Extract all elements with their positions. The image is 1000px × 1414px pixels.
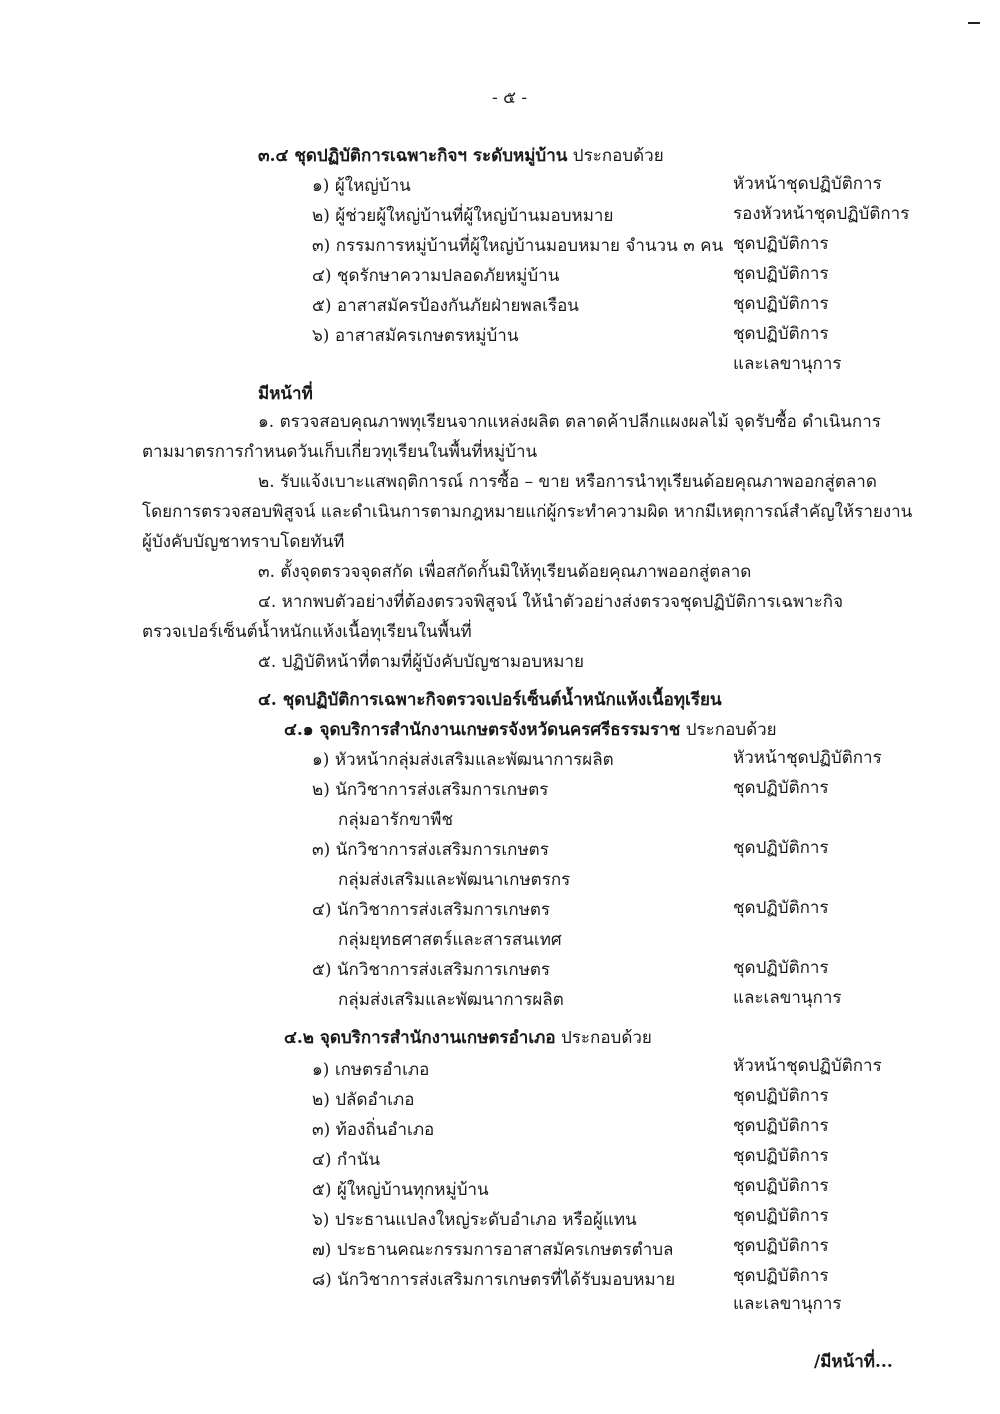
duty-line: ตรวจเปอร์เซ็นต์น้ำหนักแห้งเนื้อทุเรียนในพื้นที่ <box>142 622 472 642</box>
s42-member-role: ชุดปฏิบัติการ <box>733 1266 829 1286</box>
s42-member-name: ๓) ท้องถิ่นอำเภอ <box>312 1120 435 1140</box>
duty-line: ๒. รับแจ้งเบาะแสพฤติการณ์ การซื้อ – ขาย หรือการนำทุเรียนด้อยคุณภาพออกสู่ตลาด <box>258 472 877 492</box>
section-4-1-title: ๔.๑ จุดบริการสำนักงานเกษตรจังหวัดนครศรีธรรมราช <box>284 720 681 740</box>
s41-member-role-extra: และเลขานุการ <box>733 988 842 1008</box>
s34-member-role: ชุดปฏิบัติการ <box>733 324 829 344</box>
s42-member-name: ๔) กำนัน <box>312 1150 380 1170</box>
section-4-2-tail: ประกอบด้วย <box>555 1028 652 1048</box>
s42-role-extra: และเลขานุการ <box>733 1294 842 1314</box>
duties-heading: มีหน้าที่ <box>258 384 313 404</box>
s34-member-name: ๒) ผู้ช่วยผู้ใหญ่บ้านที่ผู้ใหญ่บ้านมอบหมาย <box>312 206 614 226</box>
s34-member-name: ๕) อาสาสมัครป้องกันภัยฝ่ายพลเรือน <box>312 296 579 316</box>
s42-member-role: ชุดปฏิบัติการ <box>733 1086 829 1106</box>
section-4-1-heading <box>284 720 777 740</box>
section-4-1-tail: ประกอบด้วย <box>680 720 777 740</box>
section-3-4-heading <box>258 146 664 166</box>
s41-member-role: ชุดปฏิบัติการ <box>733 958 829 978</box>
s34-member-name: ๔) ชุดรักษาความปลอดภัยหมู่บ้าน <box>312 266 560 286</box>
page-number: - ๕ - <box>492 88 528 108</box>
s34-role-extra: และเลขานุการ <box>733 354 842 374</box>
s34-member-role: ชุดปฏิบัติการ <box>733 234 829 254</box>
duty-line: ๓. ตั้งจุดตรวจจุดสกัด เพื่อสกัดกั้นมิให้ทุเรียนด้อยคุณภาพออกสู่ตลาด <box>258 562 752 582</box>
duty-line: ผู้บังคับบัญชาทราบโดยทันที <box>142 532 345 552</box>
s41-member-role: ชุดปฏิบัติการ <box>733 778 829 798</box>
s34-member-role: ชุดปฏิบัติการ <box>733 294 829 314</box>
s41-member-sub: กลุ่มอารักขาพืช <box>338 810 454 830</box>
section-4-2-title: ๔.๒ จุดบริการสำนักงานเกษตรอำเภอ <box>284 1028 556 1048</box>
s34-member-name: ๖) อาสาสมัครเกษตรหมู่บ้าน <box>312 326 519 346</box>
s41-member-role: ชุดปฏิบัติการ <box>733 838 829 858</box>
continuation-note: /มีหน้าที่... <box>814 1352 893 1372</box>
s41-member-name: ๓) นักวิชาการส่งเสริมการเกษตร <box>312 840 549 860</box>
s34-member-name: ๑) ผู้ใหญ่บ้าน <box>312 176 411 196</box>
s42-member-name: ๒) ปลัดอำเภอ <box>312 1090 415 1110</box>
s41-member-role: หัวหน้าชุดปฏิบัติการ <box>733 748 882 768</box>
s41-member-name: ๔) นักวิชาการส่งเสริมการเกษตร <box>312 900 551 920</box>
s41-member-sub: กลุ่มยุทธศาสตร์และสารสนเทศ <box>338 930 562 950</box>
duty-line: โดยการตรวจสอบพิสูจน์ และดำเนินการตามกฎหมายแก่ผู้กระทำความผิด หากมีเหตุการณ์สำคัญให้รายงาน <box>142 502 913 522</box>
s42-member-role: ชุดปฏิบัติการ <box>733 1116 829 1136</box>
section-3-4-title: ๓.๔ ชุดปฏิบัติการเฉพาะกิจฯ ระดับหมู่บ้าน <box>258 146 568 166</box>
s34-member-role: ชุดปฏิบัติการ <box>733 264 829 284</box>
s41-member-sub: กลุ่มส่งเสริมและพัฒนาการผลิต <box>338 990 564 1010</box>
s41-member-name: ๒) นักวิชาการส่งเสริมการเกษตร <box>312 780 549 800</box>
s41-member-name: ๑) หัวหน้ากลุ่มส่งเสริมและพัฒนาการผลิต <box>312 750 614 770</box>
s34-member-role: รองหัวหน้าชุดปฏิบัติการ <box>733 204 910 224</box>
s42-member-name: ๗) ประธานคณะกรรมการอาสาสมัครเกษตรตำบล <box>312 1240 674 1260</box>
scan-mark <box>968 22 980 24</box>
s42-member-role: ชุดปฏิบัติการ <box>733 1176 829 1196</box>
section-4-2-heading <box>284 1028 652 1048</box>
s42-member-role: ชุดปฏิบัติการ <box>733 1206 829 1226</box>
s42-member-role: ชุดปฏิบัติการ <box>733 1146 829 1166</box>
s42-member-name: ๕) ผู้ใหญ่บ้านทุกหมู่บ้าน <box>312 1180 489 1200</box>
duty-line: ๑. ตรวจสอบคุณภาพทุเรียนจากแหล่งผลิต ตลาดค้าปลีกแผงผลไม้ จุดรับซื้อ ดำเนินการ <box>258 412 881 432</box>
s34-member-role: หัวหน้าชุดปฏิบัติการ <box>733 174 882 194</box>
s42-member-name: ๑) เกษตรอำเภอ <box>312 1060 430 1080</box>
section-3-4-tail: ประกอบด้วย <box>567 146 664 166</box>
s41-member-role: ชุดปฏิบัติการ <box>733 898 829 918</box>
duty-line: ๔. หากพบตัวอย่างที่ต้องตรวจพิสูจน์ ให้นำตัวอย่างส่งตรวจชุดปฏิบัติการเฉพาะกิจ <box>258 592 844 612</box>
s42-member-role: หัวหน้าชุดปฏิบัติการ <box>733 1056 882 1076</box>
s41-member-name: ๕) นักวิชาการส่งเสริมการเกษตร <box>312 960 551 980</box>
s42-member-name: ๖) ประธานแปลงใหญ่ระดับอำเภอ หรือผู้แทน <box>312 1210 637 1230</box>
duty-line: ๕. ปฏิบัติหน้าที่ตามที่ผู้บังคับบัญชามอบหมาย <box>258 652 584 672</box>
s34-member-name: ๓) กรรมการหมู่บ้านที่ผู้ใหญ่บ้านมอบหมาย จำนวน ๓ คน <box>312 236 724 256</box>
s42-member-role: ชุดปฏิบัติการ <box>733 1236 829 1256</box>
s42-member-name: ๘) นักวิชาการส่งเสริมการเกษตรที่ได้รับมอบหมาย <box>312 1270 676 1290</box>
section-4-heading: ๔. ชุดปฏิบัติการเฉพาะกิจตรวจเปอร์เซ็นต์น้ำหนักแห้งเนื้อทุเรียน <box>258 690 722 710</box>
s41-member-sub: กลุ่มส่งเสริมและพัฒนาเกษตรกร <box>338 870 571 890</box>
duty-line: ตามมาตรการกำหนดวันเก็บเกี่ยวทุเรียนในพื้นที่หมู่บ้าน <box>142 442 538 462</box>
